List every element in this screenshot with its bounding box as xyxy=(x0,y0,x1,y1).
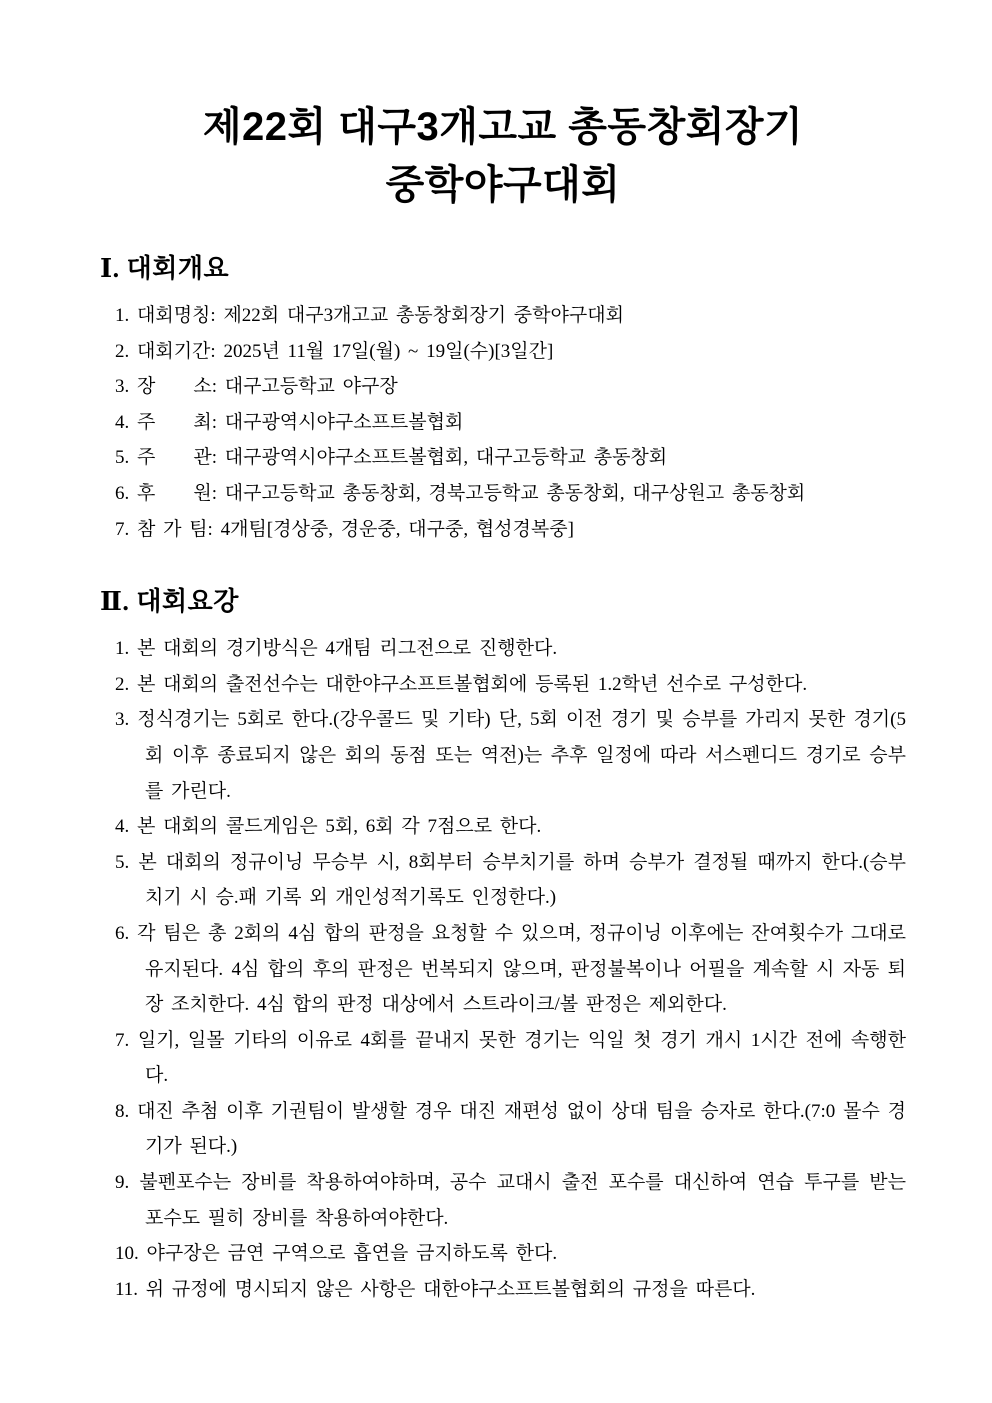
section-rules xyxy=(100,585,906,1307)
section-overview-heading: Ⅰ. 대회개요 xyxy=(100,254,230,283)
list-item: 7. 일기, 일몰 기타의 이유로 4회를 끝내지 못한 경기는 익일 첫 경기 개시 1시간 전에 속행한다. xyxy=(115,1029,906,1087)
title-line-2: 중학야구대회 xyxy=(385,163,621,207)
list-item: 5. 주 관: 대구광역시야구소프트볼협회, 대구고등학교 총동창회 xyxy=(115,447,668,469)
list-item: 3. 장 소: 대구고등학교 야구장 xyxy=(115,376,398,398)
rules-list xyxy=(100,631,906,1307)
list-item: 1. 대회명칭: 제22회 대구3개고교 총동창회장기 중학야구대회 xyxy=(115,305,624,326)
list-item: 3. 정식경기는 5회로 한다.(강우콜드 및 기타) 단, 5회 이전 경기 및 승부를 가리지 못한 경기(5회 이후 종료되지 않은 회의 동점 또는 역전)는 추후 일정에 따라 서스펜디드 경기로 승부를 가린다. xyxy=(115,709,906,802)
section-rules-heading: Ⅱ. 대회요강 xyxy=(100,587,239,617)
list-item: 2. 대회기간: 2025년 11월 17일(월) ~ 19일(수)[3일간] xyxy=(115,340,554,362)
list-item: 8. 대진 추첨 이후 기권팀이 발생할 경우 대진 재편성 없이 상대 팀을 승자로 한다.(7:0 몰수 경기가 된다.) xyxy=(115,1100,906,1158)
list-item: 4. 본 대회의 콜드게임은 5회, 6회 각 7점으로 한다. xyxy=(115,816,542,838)
list-item: 4. 주 최: 대구광역시야구소프트볼협회 xyxy=(115,411,464,433)
title-line-1: 제22회 대구3개고교 총동창회장기 xyxy=(202,105,804,149)
overview-list xyxy=(100,298,906,547)
list-item: 11. 위 규정에 명시되지 않은 사항은 대한야구소프트볼협회의 규정을 따른다. xyxy=(115,1278,756,1300)
list-item: 1. 본 대회의 경기방식은 4개팀 리그전으로 진행한다. xyxy=(115,638,558,660)
section-overview xyxy=(100,252,906,547)
list-item: 6. 후 원: 대구고등학교 총동창회, 경북고등학교 총동창회, 대구상원고 총동창회 xyxy=(115,482,806,504)
list-item: 7. 참 가 팀: 4개팀[경상중, 경운중, 대구중, 협성경복중] xyxy=(115,518,574,540)
list-item: 5. 본 대회의 정규이닝 무승부 시, 8회부터 승부치기를 하며 승부가 결정될 때까지 한다.(승부치기 시 승.패 기록 외 개인성적기록도 인정한다.) xyxy=(115,851,906,909)
list-item: 9. 불펜포수는 장비를 착용하여야하며, 공수 교대시 출전 포수를 대신하여 연습 투구를 받는 포수도 필히 장비를 착용하여야한다. xyxy=(115,1172,906,1229)
list-item: 6. 각 팀은 총 2회의 4심 합의 판정을 요청할 수 있으며, 정규이닝 이후에는 잔여횟수가 그대로 유지된다. 4심 합의 후의 판정은 번복되지 않으며, 판정불복이나 어필을 계속할 시 자동 퇴장 조치한다. 4심 합의 판정 대상에서 스트라이크/볼 판정은 제외한다. xyxy=(115,922,906,1016)
document-title xyxy=(100,98,906,214)
list-item: 2. 본 대회의 출전선수는 대한야구소프트볼협회에 등록된 1.2학년 선수로 구성한다. xyxy=(115,673,808,695)
list-item: 10. 야구장은 금연 구역으로 흡연을 금지하도록 한다. xyxy=(115,1243,558,1265)
